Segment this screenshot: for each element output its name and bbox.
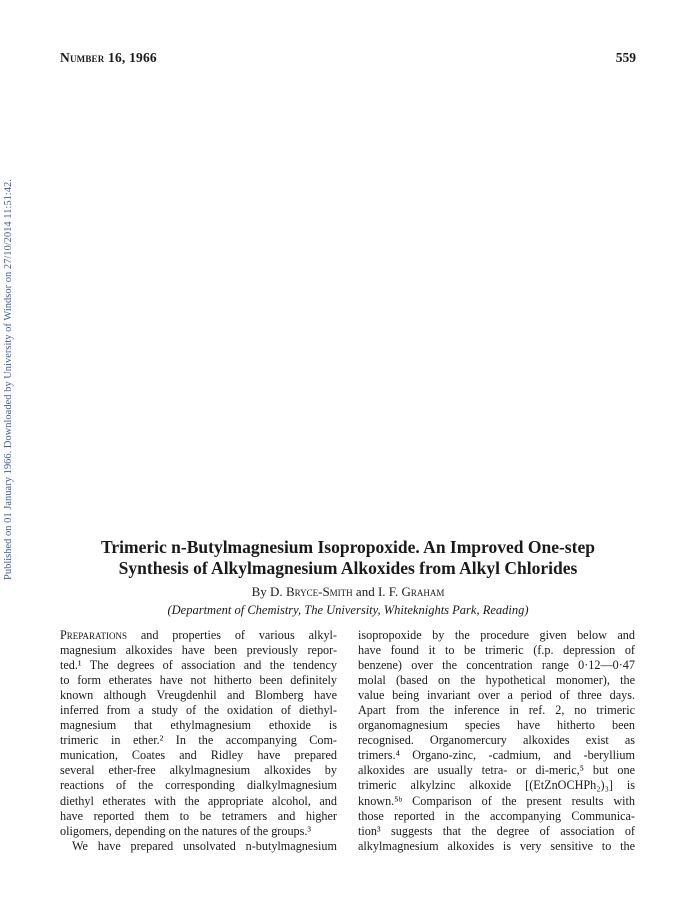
page-number: 559 — [615, 50, 636, 65]
body-text-line: oligomers, depending on the natures of the groups.³ — [60, 823, 312, 838]
journal-issue: Number 16, 1966 — [60, 50, 157, 65]
body-text-line: munication, Coates and Ridley have prepared — [60, 748, 337, 763]
body-text-line: recognised. Organomercury alkoxides exist as — [358, 733, 635, 748]
body-text-line: molal (based on the hypothetical monomer), the — [358, 673, 635, 688]
affiliation: (Department of Chemistry, The University, Whiteknights Park, Reading) — [167, 603, 529, 617]
body-text-line: tion³ suggests that the degree of association of — [358, 823, 635, 838]
body-text-line: benzene) over the concentration range 0·12—0·47 — [358, 658, 635, 673]
body-text-line: alkoxides are usually tetra- or di-meric,⁵ but one — [358, 763, 635, 778]
body-text-line: known although Vreugdenhil and Blomberg have — [60, 688, 337, 703]
body-text-line: have reported them to be tetramers and higher — [60, 808, 337, 823]
title-line-1: Trimeric n-Butylmagnesium Isopropoxide. An Improved One-step — [101, 537, 595, 557]
body-text-line: Apart from the inference in ref. 2, no trimeric — [358, 703, 635, 718]
download-watermark — [3, 140, 17, 580]
authors-prefix: By D. — [251, 584, 286, 599]
authors-conjunction: and I. F. — [352, 584, 402, 599]
body-text-line: Preparations and properties of various alkyl- — [60, 628, 337, 642]
body-text-line: trimeric in ether.² In the accompanying Com- — [60, 733, 337, 748]
author-name: Graham — [401, 584, 445, 599]
body-column-left — [60, 628, 337, 854]
body-text-line: We have prepared unsolvated n-butylmagnesium — [72, 838, 337, 853]
author-name: Bryce-Smith — [285, 584, 353, 599]
article-title — [40, 537, 656, 579]
body-text-line: reactions of the corresponding dialkylmagnesium — [60, 778, 337, 793]
body-text-line: several ether-free alkylmagnesium alkoxides by — [60, 763, 337, 778]
body-text-line: diethyl etherates with the appropriate alcohol, and — [60, 793, 337, 808]
body-text-line: to form etherates have not hitherto been definitely — [60, 673, 337, 688]
body-text-line: value being invariant over a period of three days. — [358, 688, 635, 703]
title-line-2: Synthesis of Alkylmagnesium Alkoxides from Alkyl Chlorides — [118, 558, 578, 578]
body-text-line: known.⁵ᵇ Comparison of the present results with — [358, 793, 635, 808]
body-text-line: ted.¹ The degrees of association and the tendency — [60, 658, 337, 673]
body-text-line: alkylmagnesium alkoxides is very sensitive to the — [358, 838, 635, 853]
body-text-line: have found it to be trimeric (f.p. depression of — [358, 643, 635, 658]
body-text-line: organomagnesium species have hitherto been — [358, 718, 635, 733]
body-text-line: inferred from a study of the oxidation of diethyl- — [60, 703, 337, 718]
body-text-line: magnesium alkoxides have been previously repor- — [60, 643, 337, 658]
body-text-line: isopropoxide by the procedure given below and — [358, 628, 635, 642]
body-text-line: trimers.⁴ Organo-zinc, -cadmium, and -beryllium — [358, 748, 635, 763]
body-text-line: those reported in the accompanying Communica- — [358, 808, 635, 823]
body-column-right — [358, 628, 635, 854]
body-text-line: trimeric alkylzinc alkoxide [(EtZnOCHPh₂)₃] is — [358, 778, 635, 793]
body-text-line: magnesium that ethylmagnesium ethoxide is — [60, 718, 337, 733]
author-line — [40, 584, 656, 600]
watermark-text: Published on 01 January 1966. Downloaded by University of Windsor on 27/10/2014 11:51:42. — [3, 179, 14, 580]
